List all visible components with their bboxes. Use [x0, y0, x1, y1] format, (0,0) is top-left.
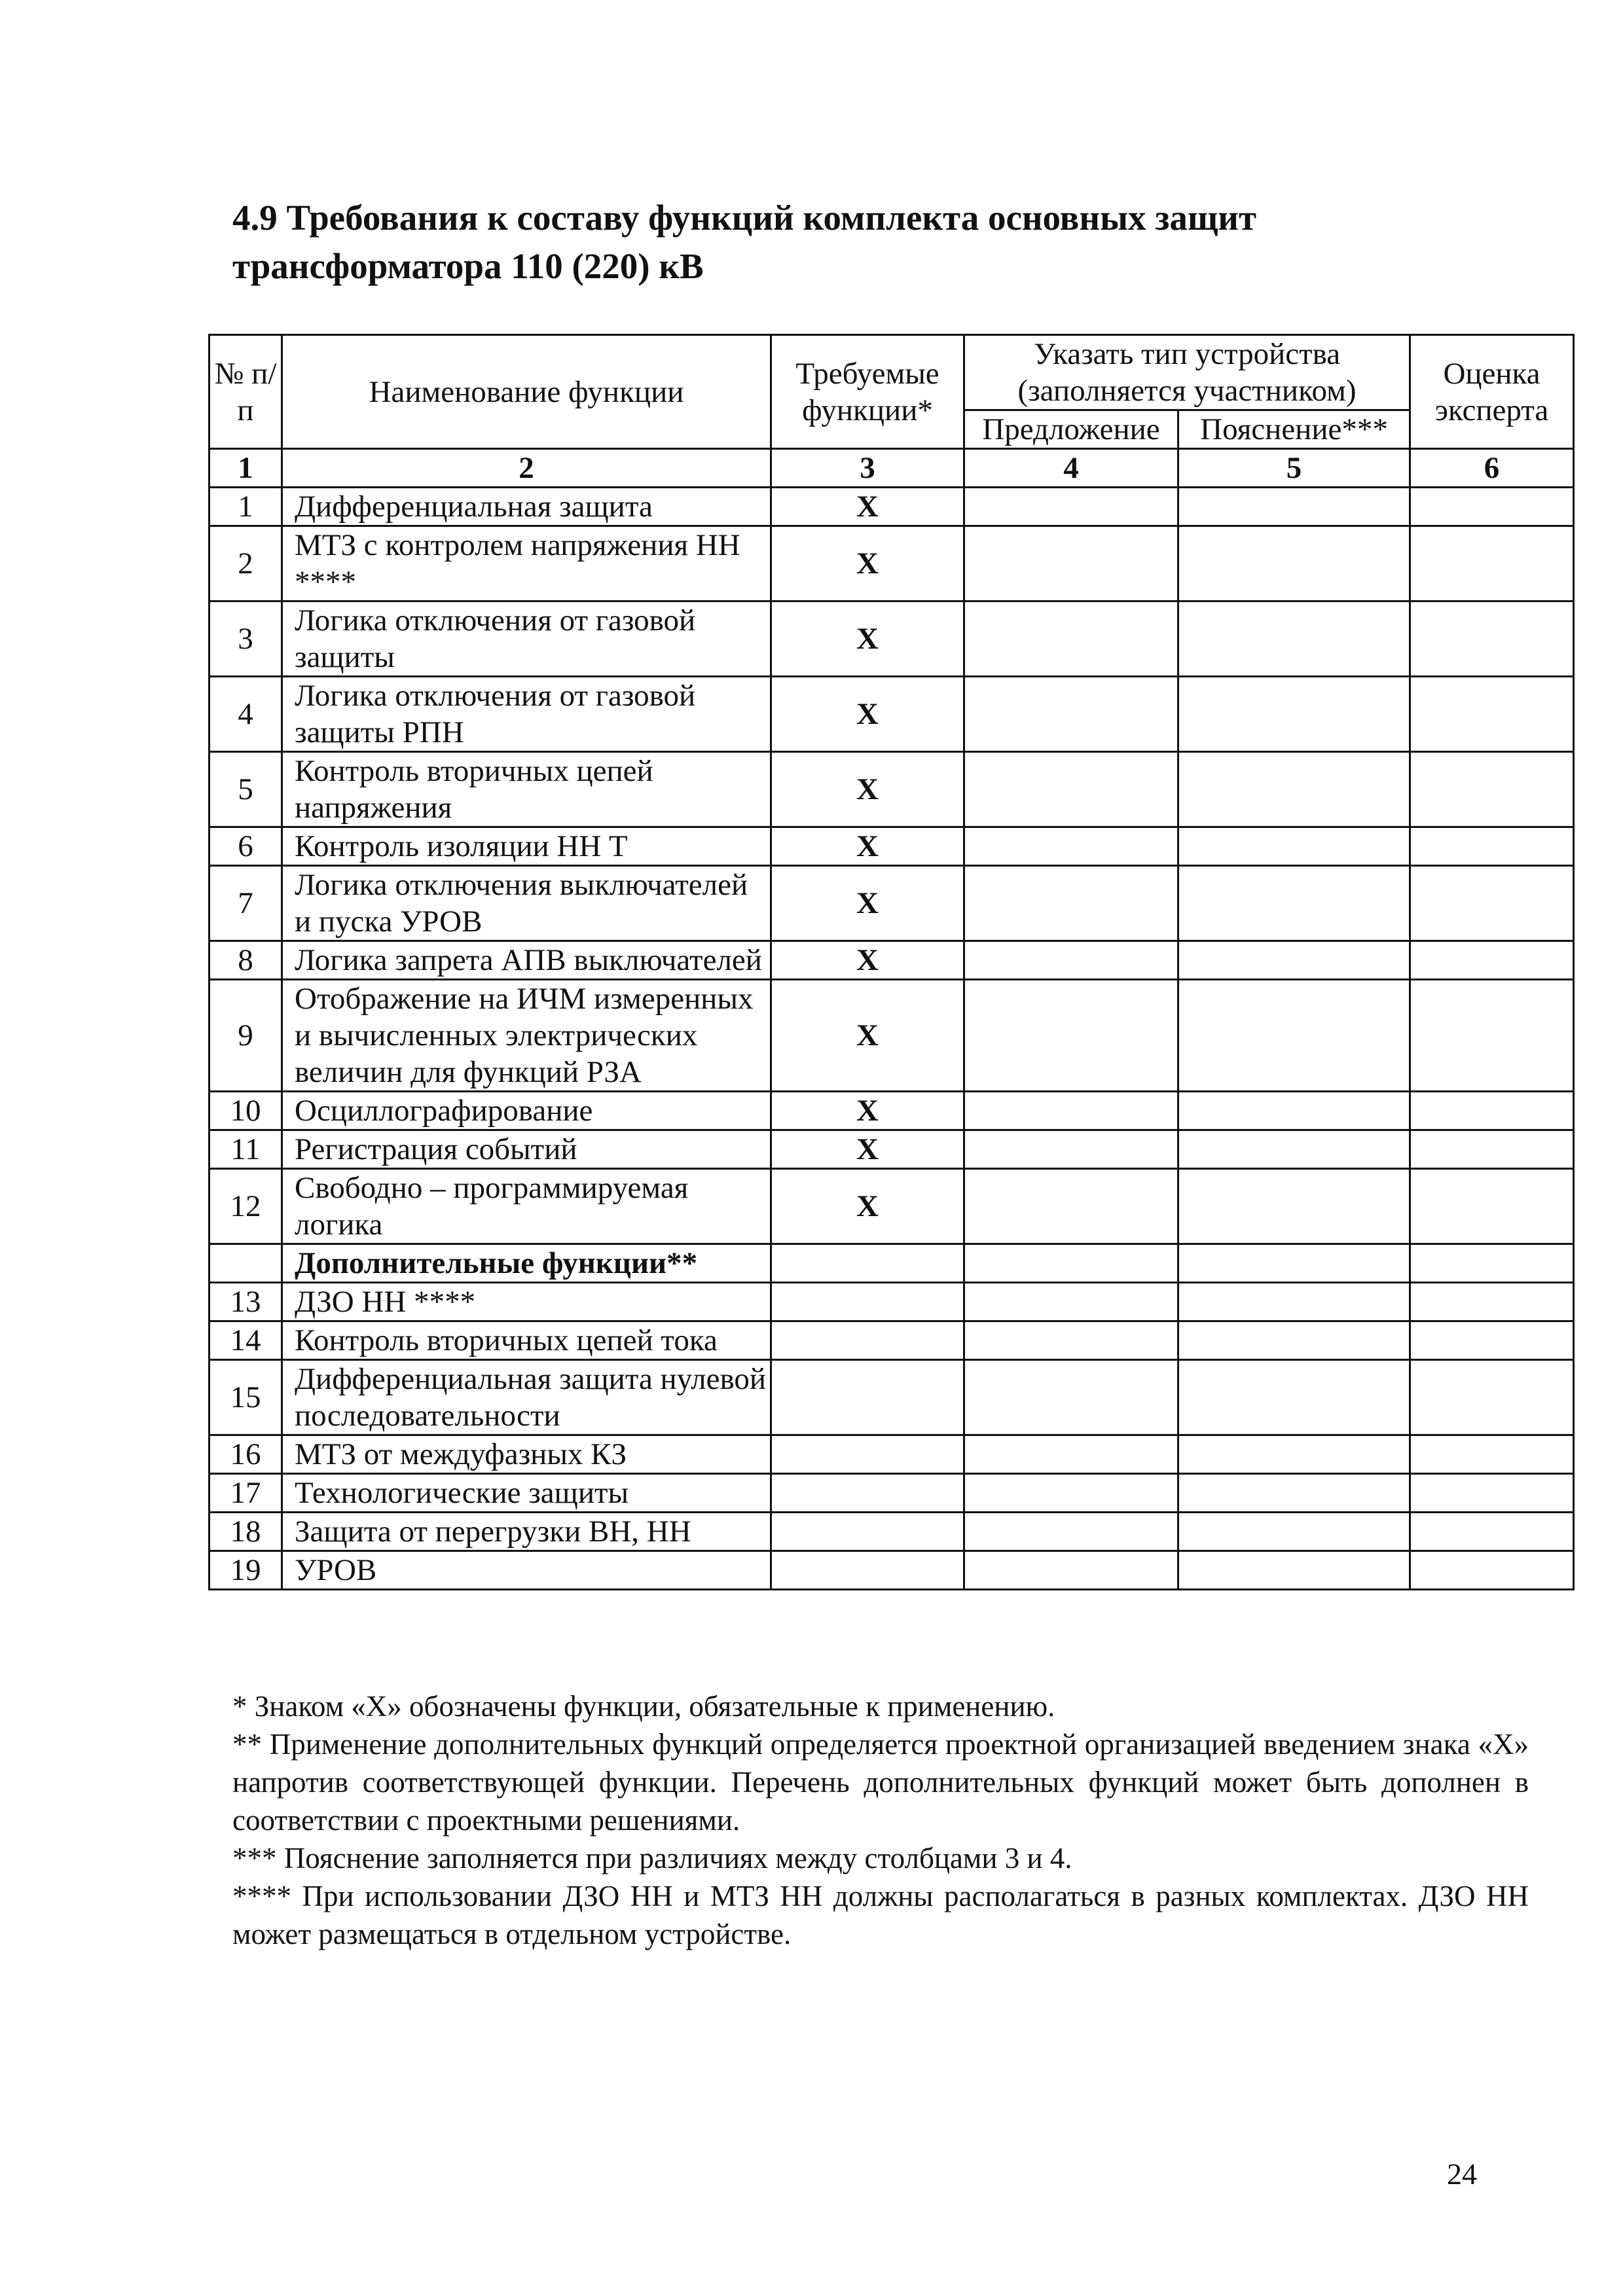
required-mark: X — [771, 827, 964, 866]
explanation-cell — [1178, 1321, 1410, 1360]
col-number: 6 — [1410, 449, 1574, 488]
required-mark: X — [771, 752, 964, 827]
footnote: *** Пояснение заполняется при различиях между столбцами 3 и 4. — [232, 1842, 1072, 1874]
proposal-cell — [964, 1551, 1178, 1590]
empty-cell — [771, 1244, 964, 1283]
row-number: 10 — [210, 1092, 282, 1130]
expert-cell — [1410, 1169, 1574, 1244]
required-mark: X — [771, 1130, 964, 1169]
table-row — [210, 526, 1574, 601]
proposal-cell — [964, 1092, 1178, 1130]
row-number: 11 — [210, 1130, 282, 1169]
empty-cell — [964, 1244, 1178, 1283]
proposal-cell — [964, 1130, 1178, 1169]
footnote: **** При использовании ДЗО НН и МТЗ НН должны располагаться в разных комплектах. ДЗО НН может размещаться в отдельном устройстве. — [232, 1880, 1529, 1950]
header-required: Требуемые функции* — [771, 335, 964, 449]
row-number: 1 — [210, 488, 282, 526]
explanation-cell — [1178, 980, 1410, 1092]
empty-cell — [1410, 1244, 1574, 1283]
expert-cell — [1410, 827, 1574, 866]
expert-cell — [1410, 1130, 1574, 1169]
table-row — [210, 980, 1574, 1092]
header-expert: Оценка эксперта — [1410, 335, 1574, 449]
table-row — [210, 941, 1574, 980]
explanation-cell — [1178, 941, 1410, 980]
proposal-cell — [964, 526, 1178, 601]
explanation-cell — [1178, 677, 1410, 752]
function-name: Отображение на ИЧМ измеренных и вычисленных электрических величин для функций РЗА — [282, 980, 771, 1092]
expert-cell — [1410, 1435, 1574, 1474]
row-number: 17 — [210, 1474, 282, 1513]
row-number: 8 — [210, 941, 282, 980]
row-number — [210, 1244, 282, 1283]
table-row — [210, 1435, 1574, 1474]
function-name: Дифференциальная защита — [282, 488, 771, 526]
expert-cell — [1410, 866, 1574, 941]
explanation-cell — [1178, 601, 1410, 677]
proposal-cell — [964, 1169, 1178, 1244]
function-name: Контроль вторичных цепей тока — [282, 1321, 771, 1360]
expert-cell — [1410, 752, 1574, 827]
required-mark: X — [771, 980, 964, 1092]
table-row — [210, 1360, 1574, 1435]
proposal-cell — [964, 1360, 1178, 1435]
column-number-row — [210, 449, 1574, 488]
required-mark: X — [771, 866, 964, 941]
proposal-cell — [964, 1474, 1178, 1513]
expert-cell — [1410, 1360, 1574, 1435]
row-number: 3 — [210, 601, 282, 677]
header-row-top — [210, 335, 1574, 410]
function-name: МТЗ с контролем напряжения НН **** — [282, 526, 771, 601]
footnote: ** Применение дополнительных функций определяется проектной организацией введением знака «X» напротив соответствующей функции. Перечень дополнительных функций может быть дополнен в соответствии с проектными решениями. — [232, 1728, 1529, 1837]
required-mark — [771, 1283, 964, 1321]
required-mark — [771, 1435, 964, 1474]
table-row — [210, 866, 1574, 941]
required-mark — [771, 1513, 964, 1551]
expert-cell — [1410, 677, 1574, 752]
table-row — [210, 1130, 1574, 1169]
requirements-table — [208, 334, 1575, 1590]
required-mark: X — [771, 601, 964, 677]
row-number: 13 — [210, 1283, 282, 1321]
function-name: УРОВ — [282, 1551, 771, 1590]
explanation-cell — [1178, 1551, 1410, 1590]
footnotes — [232, 1687, 1529, 1953]
expert-cell — [1410, 1092, 1574, 1130]
header-device-type: Указать тип устройства (заполняется участником) — [964, 335, 1410, 410]
table-row — [210, 1169, 1574, 1244]
function-name: Логика отключения от газовой защиты РПН — [282, 677, 771, 752]
page-number: 24 — [1447, 2157, 1477, 2191]
table-row — [210, 1513, 1574, 1551]
explanation-cell — [1178, 1360, 1410, 1435]
explanation-cell — [1178, 827, 1410, 866]
explanation-cell — [1178, 1513, 1410, 1551]
table-row — [210, 752, 1574, 827]
row-number: 7 — [210, 866, 282, 941]
table-row — [210, 1092, 1574, 1130]
proposal-cell — [964, 1321, 1178, 1360]
explanation-cell — [1178, 752, 1410, 827]
function-name: Осциллографирование — [282, 1092, 771, 1130]
expert-cell — [1410, 1321, 1574, 1360]
required-mark — [771, 1360, 964, 1435]
required-mark: X — [771, 488, 964, 526]
explanation-cell — [1178, 488, 1410, 526]
row-number: 2 — [210, 526, 282, 601]
required-mark — [771, 1321, 964, 1360]
proposal-cell — [964, 677, 1178, 752]
header-explanation: Пояснение*** — [1178, 410, 1410, 449]
table-row — [210, 488, 1574, 526]
proposal-cell — [964, 1513, 1178, 1551]
required-mark: X — [771, 526, 964, 601]
function-name: Дифференциальная защита нулевой последовательности — [282, 1360, 771, 1435]
explanation-cell — [1178, 526, 1410, 601]
header-num: № п/п — [210, 335, 282, 449]
explanation-cell — [1178, 1130, 1410, 1169]
row-number: 4 — [210, 677, 282, 752]
col-number: 2 — [282, 449, 771, 488]
section-title: 4.9 Требования к составу функций комплекта основных защит трансформатора 110 (220) кВ — [232, 198, 1257, 286]
header-proposal: Предложение — [964, 410, 1178, 449]
table-row — [210, 827, 1574, 866]
header-name: Наименование функции — [282, 335, 771, 449]
row-number: 12 — [210, 1169, 282, 1244]
function-name: Контроль изоляции НН Т — [282, 827, 771, 866]
function-name: ДЗО НН **** — [282, 1283, 771, 1321]
row-number: 14 — [210, 1321, 282, 1360]
required-mark: X — [771, 941, 964, 980]
explanation-cell — [1178, 1092, 1410, 1130]
additional-functions-row — [210, 1244, 1574, 1283]
row-number: 19 — [210, 1551, 282, 1590]
function-name: Свободно – программируемая логика — [282, 1169, 771, 1244]
explanation-cell — [1178, 866, 1410, 941]
table-row — [210, 601, 1574, 677]
function-name: Регистрация событий — [282, 1130, 771, 1169]
proposal-cell — [964, 488, 1178, 526]
required-mark: X — [771, 1169, 964, 1244]
expert-cell — [1410, 941, 1574, 980]
table-row — [210, 1474, 1574, 1513]
row-number: 15 — [210, 1360, 282, 1435]
proposal-cell — [964, 866, 1178, 941]
required-mark: X — [771, 677, 964, 752]
proposal-cell — [964, 827, 1178, 866]
row-number: 5 — [210, 752, 282, 827]
expert-cell — [1410, 1474, 1574, 1513]
table-row — [210, 1551, 1574, 1590]
footnote: * Знаком «X» обозначены функции, обязательные к применению. — [232, 1690, 1055, 1723]
row-number: 6 — [210, 827, 282, 866]
col-number: 4 — [964, 449, 1178, 488]
function-name: Контроль вторичных цепей напряжения — [282, 752, 771, 827]
function-name: Защита от перегрузки ВН, НН — [282, 1513, 771, 1551]
proposal-cell — [964, 601, 1178, 677]
explanation-cell — [1178, 1169, 1410, 1244]
col-number: 5 — [1178, 449, 1410, 488]
function-name: Логика запрета АПВ выключателей — [282, 941, 771, 980]
function-name: Логика отключения от газовой защиты — [282, 601, 771, 677]
required-mark — [771, 1474, 964, 1513]
row-number: 9 — [210, 980, 282, 1092]
expert-cell — [1410, 488, 1574, 526]
row-number: 16 — [210, 1435, 282, 1474]
proposal-cell — [964, 1435, 1178, 1474]
table-row — [210, 1283, 1574, 1321]
row-number: 18 — [210, 1513, 282, 1551]
proposal-cell — [964, 752, 1178, 827]
proposal-cell — [964, 1283, 1178, 1321]
explanation-cell — [1178, 1435, 1410, 1474]
function-name: МТЗ от междуфазных КЗ — [282, 1435, 771, 1474]
table-row — [210, 677, 1574, 752]
function-name: Логика отключения выключателей и пуска УРОВ — [282, 866, 771, 941]
additional-functions-label: Дополнительные функции** — [282, 1244, 771, 1283]
table-row — [210, 1321, 1574, 1360]
col-number: 3 — [771, 449, 964, 488]
explanation-cell — [1178, 1283, 1410, 1321]
proposal-cell — [964, 941, 1178, 980]
required-mark — [771, 1551, 964, 1590]
required-mark: X — [771, 1092, 964, 1130]
expert-cell — [1410, 1513, 1574, 1551]
explanation-cell — [1178, 1474, 1410, 1513]
expert-cell — [1410, 1283, 1574, 1321]
expert-cell — [1410, 526, 1574, 601]
col-number: 1 — [210, 449, 282, 488]
expert-cell — [1410, 601, 1574, 677]
empty-cell — [1178, 1244, 1410, 1283]
expert-cell — [1410, 1551, 1574, 1590]
expert-cell — [1410, 980, 1574, 1092]
proposal-cell — [964, 980, 1178, 1092]
function-name: Технологические защиты — [282, 1474, 771, 1513]
